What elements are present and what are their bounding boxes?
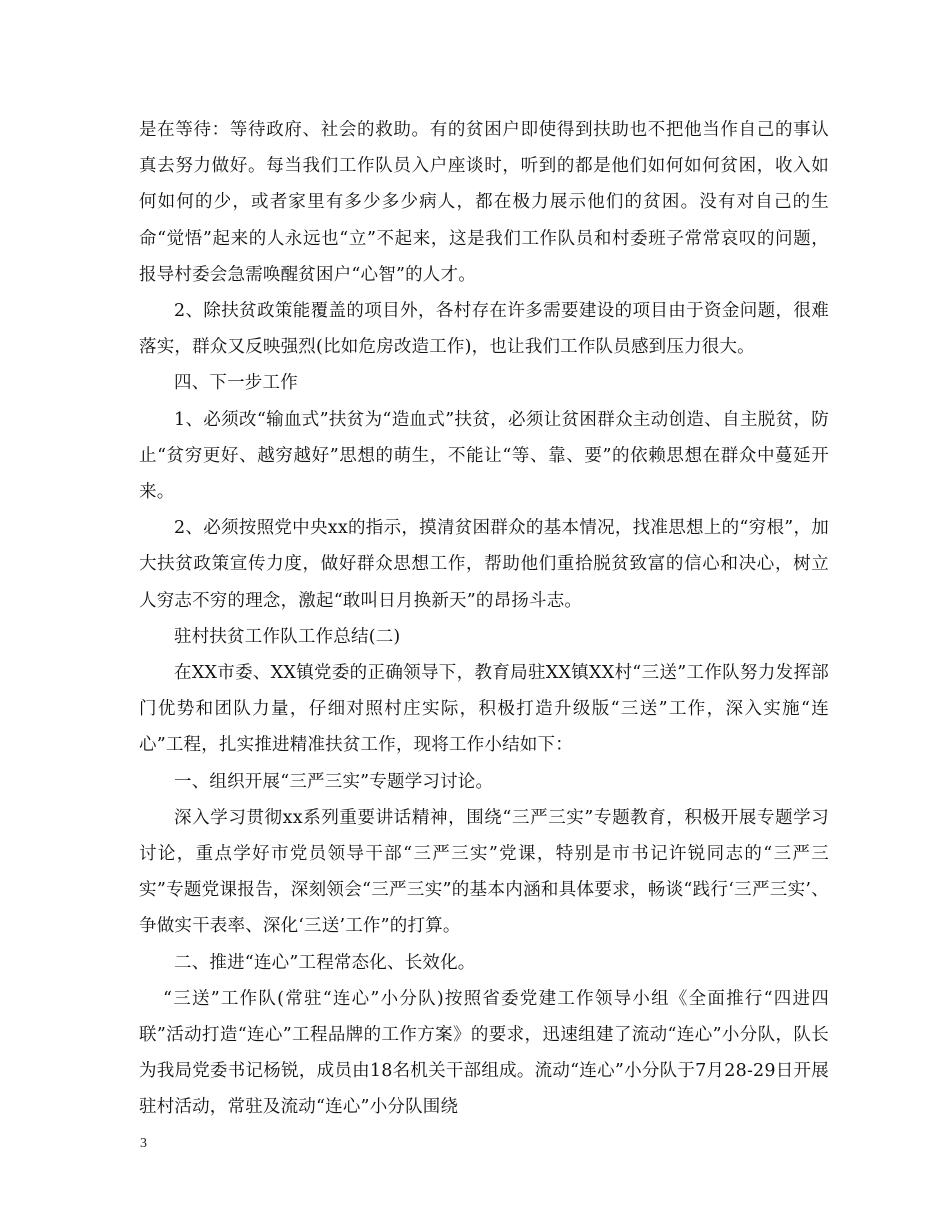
paragraph-funding-issue: 2、除扶贫政策能覆盖的项目外，各村存在许多需要建设的项目由于资金问题，很难落实，群众又反映强烈(比如危房改造工作)，也让我们工作队员感到压力很大。 bbox=[139, 301, 829, 358]
section-heading-next-steps: 四、下一步工作 bbox=[174, 373, 298, 394]
paragraph-continuation: 是在等待：等待政府、社会的救助。有的贫困户即使得到扶助也不把他当作自己的事认真去努力做好。每当我们工作队员入户座谈时，听到的都是他们如何如何贫困，收入如何如何的少，或者家里有多少多少病人，都在极力展示他们的贫困。没有对自己的生命“觉悟”起来的人永远也“立”不起来，这是我们工作队员和村委班子常常哀叹的问题，报导村委会急需唤醒贫困户“心智”的人才。 bbox=[139, 120, 829, 285]
document-body bbox=[139, 112, 829, 1126]
paragraph-summary-intro: 在XX市委、XX镇党委的正确领导下，教育局驻XX镇XX村“三送”工作队努力发挥部门优势和团队力量，仔细对照村庄实际，积极打造升级版“三送”工作，深入实施“连心”工程，扎实推进精准扶贫工作，现将工作小结如下： bbox=[139, 663, 829, 756]
section-heading-study: 一、组织开展“三严三实”专题学习讨论。 bbox=[174, 771, 494, 792]
section-heading-lianxin: 二、推进“连心”工程常态化、长效化。 bbox=[174, 952, 476, 973]
paragraph-next-step-1: 1、必须改“输血式”扶贫为“造血式”扶贫，必须让贫困群众主动创造、自主脱贫，防止“贫穷更好、越穷越好”思想的萌生，不能让“等、靠、要”的依赖思想在群众中蔓延开来。 bbox=[139, 409, 829, 503]
page-number: 3 bbox=[140, 1136, 147, 1151]
document-subtitle: 驻村扶贫工作队工作总结(二) bbox=[174, 626, 401, 647]
paragraph-study: 深入学习贯彻xx系列重要讲话精神，围绕“三严三实”专题教育，积极开展专题学习讨论，重点学好市党员领导干部“三严三实”党课，特别是市书记许锐同志的“三严三实”专题党课报告，深刻领会“三严三实”的基本内涵和具体要求，畅谈“践行‘三严三实’、争做实干表率、深化‘三送’工作”的打算。 bbox=[139, 807, 829, 937]
paragraph-lianxin: “三送”工作队(常驻“连心”小分队)按照省委党建工作领导小组《全面推行“四进四联”活动打造“连心”工程品牌的工作方案》的要求，迅速组建了流动“连心”小分队，队长为我局党委书记杨锐，成员由18名机关干部组成。流动“连心”小分队于7月28-29日开展驻村活动，常驻及流动“连心”小分队围绕 bbox=[139, 988, 829, 1118]
paragraph-next-step-2: 2、必须按照党中央xx的指示，摸清贫困群众的基本情况，找准思想上的“穷根”，加大扶贫政策宣传力度，做好群众思想工作，帮助他们重拾脱贫致富的信心和决心，树立人穷志不穷的理念，激起“敢叫日月换新天”的昂扬斗志。 bbox=[139, 518, 829, 611]
